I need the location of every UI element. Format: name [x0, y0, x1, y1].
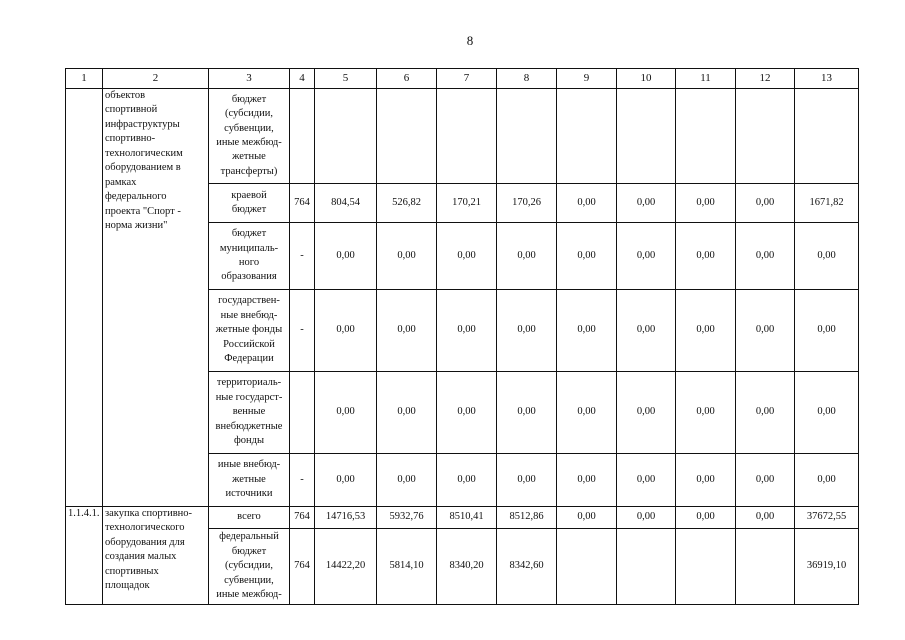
table-cell: 764	[290, 507, 315, 529]
table-row	[66, 507, 859, 529]
table-cell: 0,00	[676, 454, 736, 507]
table-cell: 0,00	[795, 223, 859, 290]
table-cell: 14716,53	[315, 507, 377, 529]
column-header: 6	[377, 69, 437, 89]
table-cell: 0,00	[736, 290, 795, 372]
text-line: бюджет	[231, 204, 267, 215]
text-line: ные внебюд-	[220, 309, 278, 321]
text-line: субвенции,	[224, 574, 274, 586]
text-line: иные межбюд-	[216, 137, 282, 148]
text-line: (субсидии,	[225, 560, 273, 572]
table-cell: 36919,10	[795, 529, 859, 605]
funding-source	[209, 454, 290, 507]
text-line: технологического	[105, 522, 185, 534]
table-cell: 0,00	[676, 290, 736, 372]
table-cell	[736, 529, 795, 605]
table-cell: 526,82	[377, 184, 437, 223]
text-line: создания малых	[105, 551, 177, 563]
text-line: норма жизни"	[105, 220, 168, 232]
table-cell: 0,00	[736, 372, 795, 454]
text-line: оборудованием в	[105, 162, 181, 174]
text-line: рамках	[105, 176, 137, 188]
table-cell: 14422,20	[315, 529, 377, 605]
table-cell: 1671,82	[795, 184, 859, 223]
table-cell: 0,00	[617, 372, 676, 454]
text-line: жетные фонды	[215, 324, 283, 336]
table-cell: 0,00	[437, 223, 497, 290]
table-cell: 0,00	[497, 223, 557, 290]
table-cell	[795, 89, 859, 184]
table-cell: 8510,41	[437, 507, 497, 529]
table-cell: 0,00	[377, 372, 437, 454]
text-line: иные межбюд-	[216, 589, 282, 601]
table-cell: 170,21	[437, 184, 497, 223]
column-header: 10	[617, 69, 676, 89]
text-line: субвенции,	[224, 122, 274, 134]
table-cell: 5814,10	[377, 529, 437, 605]
table-cell	[617, 529, 676, 605]
table-cell: -	[290, 454, 315, 507]
text-line: (субсидии,	[225, 108, 273, 120]
table-cell	[557, 89, 617, 184]
page-number: 8	[466, 33, 474, 48]
table-cell	[676, 529, 736, 605]
text-line: трансферты)	[220, 165, 278, 177]
text-line: ные государст-	[215, 391, 283, 403]
text-line: федеральный	[219, 531, 279, 543]
text-line: Российской	[223, 338, 275, 350]
table-cell: 0,00	[315, 223, 377, 290]
text-line: оборудования для	[105, 536, 185, 548]
text-line: проекта "Спорт -	[105, 205, 181, 217]
text-line: фонды	[233, 435, 265, 447]
table-cell: 0,00	[736, 184, 795, 223]
table-cell: 0,00	[557, 290, 617, 372]
table-cell: 0,00	[437, 454, 497, 507]
funding-source	[209, 372, 290, 454]
column-header: 11	[676, 69, 736, 89]
funding-source	[209, 223, 290, 290]
table-cell: 0,00	[557, 184, 617, 223]
table-row	[66, 89, 859, 184]
table-cell: 0,00	[617, 507, 676, 529]
table-cell: 5932,76	[377, 507, 437, 529]
table-cell: 0,00	[617, 184, 676, 223]
column-header: 13	[795, 69, 859, 89]
table-cell: 0,00	[497, 372, 557, 454]
text-line: государствен-	[218, 295, 280, 307]
budget-table	[65, 68, 859, 605]
table-cell: 170,26	[497, 184, 557, 223]
table-cell: 0,00	[557, 372, 617, 454]
table-cell: 0,00	[676, 184, 736, 223]
table-cell	[676, 89, 736, 184]
table-cell: 0,00	[315, 372, 377, 454]
table-cell: 0,00	[377, 290, 437, 372]
column-header: 7	[437, 69, 497, 89]
text-line: бюджет	[231, 545, 267, 557]
item-code	[66, 89, 103, 507]
column-number-row	[66, 69, 859, 89]
table-cell: 764	[290, 529, 315, 605]
table-cell: 8512,86	[497, 507, 557, 529]
funding-source	[209, 89, 290, 184]
table-cell: 0,00	[617, 290, 676, 372]
table-cell: 0,00	[617, 223, 676, 290]
text-line: спортивных	[105, 565, 159, 577]
funding-source	[209, 529, 290, 605]
text-line: бюджет	[231, 93, 267, 105]
text-line: источники	[225, 488, 273, 500]
funding-source	[209, 290, 290, 372]
text-line: площадок	[105, 580, 150, 592]
table-cell: 0,00	[377, 223, 437, 290]
column-header: 1	[66, 69, 103, 89]
text-line: образования	[221, 271, 277, 283]
text-line: краевой	[231, 189, 267, 201]
table-cell: -	[290, 290, 315, 372]
column-header: 2	[103, 69, 209, 89]
table-cell: 0,00	[795, 372, 859, 454]
table-cell	[290, 372, 315, 454]
item-name	[103, 507, 209, 605]
text-line: венные	[232, 406, 266, 418]
text-line: территориаль-	[216, 377, 282, 389]
table-cell: -	[290, 223, 315, 290]
table-cell: 0,00	[315, 454, 377, 507]
table-cell	[290, 89, 315, 184]
column-header: 8	[497, 69, 557, 89]
table-cell: 804,54	[315, 184, 377, 223]
text-line: иные внебюд-	[217, 459, 281, 471]
column-header: 12	[736, 69, 795, 89]
table-cell: 0,00	[437, 290, 497, 372]
funding-source	[209, 184, 290, 223]
text-line: муниципаль-	[219, 242, 279, 254]
table-cell	[377, 89, 437, 184]
text-line: внебюджетные	[215, 420, 283, 432]
text-line: жетные	[232, 473, 266, 485]
column-header: 9	[557, 69, 617, 89]
table-cell	[736, 89, 795, 184]
column-header: 4	[290, 69, 315, 89]
table-cell: 0,00	[795, 454, 859, 507]
table-cell: 0,00	[557, 223, 617, 290]
text-line: закупка спортивно-	[105, 508, 193, 519]
table-cell: 0,00	[676, 223, 736, 290]
table-cell: 0,00	[437, 372, 497, 454]
text-line: спортивно-	[105, 133, 156, 145]
column-header: 3	[209, 69, 290, 89]
table-cell: 8340,20	[437, 529, 497, 605]
table-cell: 0,00	[315, 290, 377, 372]
table-cell	[617, 89, 676, 184]
table-cell	[315, 89, 377, 184]
table-cell: 0,00	[736, 454, 795, 507]
table-cell: 0,00	[736, 507, 795, 529]
text-line: федерального	[105, 191, 167, 203]
table-cell: 0,00	[497, 290, 557, 372]
table-cell: 0,00	[676, 372, 736, 454]
text-line: ного	[238, 257, 260, 268]
text-line: спортивной	[105, 104, 158, 116]
text-line: технологическим	[105, 147, 183, 159]
text-line: всего	[237, 511, 261, 523]
item-name	[103, 89, 209, 507]
text-line: Федерации	[224, 353, 274, 365]
table-cell: 0,00	[676, 507, 736, 529]
table-cell: 0,00	[377, 454, 437, 507]
table-cell: 0,00	[557, 454, 617, 507]
table-cell: 0,00	[557, 507, 617, 529]
table-cell: 37672,55	[795, 507, 859, 529]
table-cell: 8342,60	[497, 529, 557, 605]
table-cell	[437, 89, 497, 184]
table-cell: 0,00	[736, 223, 795, 290]
table-cell: 0,00	[617, 454, 676, 507]
item-code: 1.1.4.1.	[66, 507, 103, 605]
column-header: 5	[315, 69, 377, 89]
table-cell: 0,00	[497, 454, 557, 507]
table-cell: 764	[290, 184, 315, 223]
table-cell	[557, 529, 617, 605]
table-cell: 0,00	[795, 290, 859, 372]
text-line: жетные	[232, 151, 266, 163]
funding-source	[209, 507, 290, 529]
text-line: инфраструктуры	[105, 118, 180, 130]
text-line: бюджет	[231, 228, 267, 240]
text-line: объектов	[105, 90, 146, 101]
table-cell	[497, 89, 557, 184]
